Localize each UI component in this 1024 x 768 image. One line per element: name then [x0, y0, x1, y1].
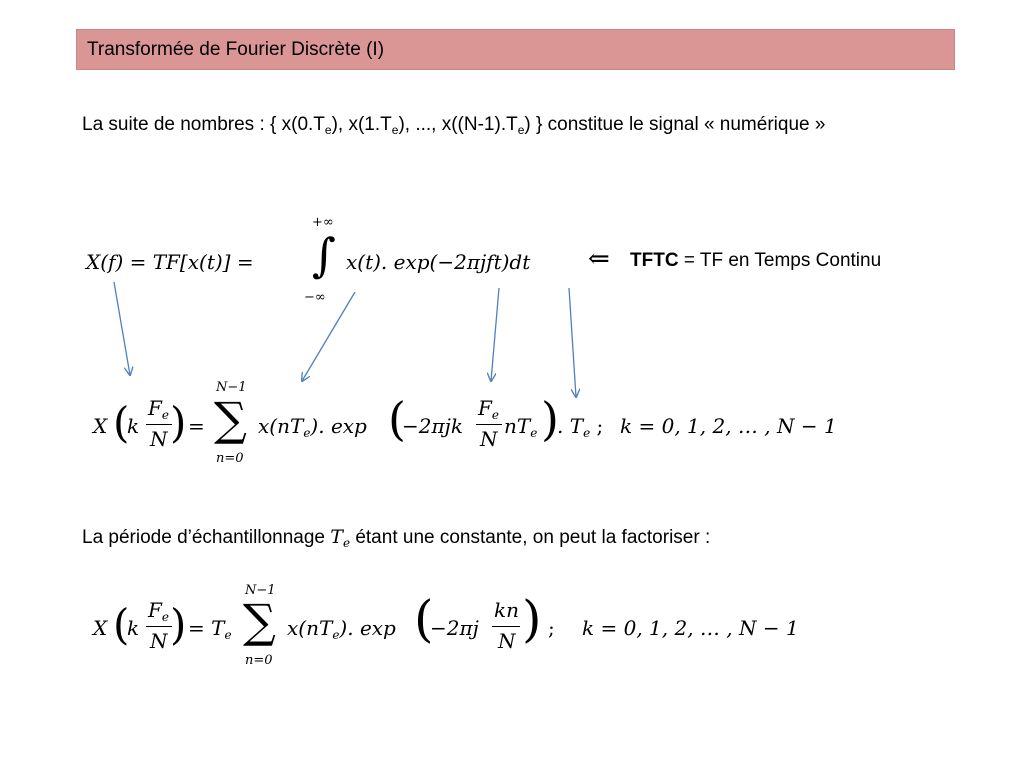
dft2-equals-sub: e	[224, 628, 232, 642]
dft1-tail-T: . T	[557, 414, 584, 438]
intro-suffix: ) } constitue le signal « numérique »	[524, 114, 826, 135]
integral-lower-limit: −∞	[304, 290, 326, 305]
dft2-exp-paren-open: (	[414, 590, 434, 648]
dft2-term-sub: e	[332, 628, 340, 642]
dft1-lhs-num-F: F	[148, 396, 162, 420]
dft2-lhs-fraction-bar	[146, 626, 172, 627]
intro-sub-2: e	[391, 123, 399, 137]
dft2-sum-upper: N−1	[245, 583, 276, 598]
factor-T-letter: T	[330, 526, 343, 548]
dft1-tail-semicolon: ;	[590, 414, 604, 438]
dft1-exp-num	[478, 396, 499, 420]
dft2-equals	[188, 616, 232, 640]
dft2-paren-close: )	[170, 600, 187, 649]
slide-title: Transformée de Fourier Discrète (I)	[87, 39, 385, 60]
dft1-sum-upper: N−1	[216, 380, 247, 395]
intro-mid-1: ), x(1.T	[331, 114, 392, 135]
dft1-lhs-fraction-bar	[146, 424, 172, 425]
dft1-exp-num-sub: e	[491, 408, 499, 422]
dft1-tail-sub: e	[583, 426, 591, 440]
intro-prefix: La suite de nombres : { x(0.T	[82, 114, 325, 135]
implies-arrow: ⇐	[588, 244, 610, 274]
dft1-term	[258, 414, 367, 438]
dft2-equals-text: = T	[188, 616, 225, 640]
factor-text-pre: La période d’échantillonnage	[82, 527, 331, 548]
dft2-exp-den: N	[498, 629, 516, 653]
dft1-tail	[557, 414, 603, 438]
dft1-term-b: ). exp	[310, 414, 367, 438]
dft1-lhs-num	[148, 396, 169, 420]
dft1-lhs-den: N	[150, 427, 168, 451]
dft2-term	[287, 616, 396, 640]
dft1-paren-open: (	[113, 398, 130, 447]
dft1-term-sub: e	[303, 426, 311, 440]
dft2-sum-lower: n=0	[245, 653, 273, 668]
intro-sub-3: e	[517, 123, 525, 137]
dft2-exp-fraction-bar	[492, 626, 520, 627]
dft1-term-a: x(nT	[258, 414, 304, 438]
arrow-f-to-k	[114, 282, 130, 375]
tftc-label-bold: TFTC	[630, 250, 679, 271]
dft1-equals: =	[188, 414, 205, 438]
dft2-semicolon: ;	[548, 616, 555, 640]
dft1-exp-paren-close: )	[541, 392, 559, 446]
arrow-integral-to-sum	[302, 292, 355, 381]
integral-upper-limit: +∞	[312, 215, 334, 230]
dft2-exp-pre: −2πj	[430, 616, 479, 640]
tftc-lhs: X(f) = TF[x(t)] =	[86, 250, 254, 274]
dft1-X: X	[93, 414, 108, 438]
dft1-exp-post-nT: nT	[504, 414, 531, 438]
dft2-sum-sign: ∑	[243, 594, 276, 648]
dft2-X: X	[93, 616, 108, 640]
dft1-exp-num-F: F	[478, 396, 492, 420]
dft1-sum-lower: n=0	[216, 451, 244, 466]
dft2-term-a: x(nT	[287, 616, 333, 640]
factor-T-sub: e	[342, 536, 351, 550]
dft1-lhs-num-sub: e	[161, 408, 169, 422]
intro-mid-2: ), ..., x((N-1).T	[398, 114, 518, 135]
factor-sentence	[82, 526, 710, 549]
dft1-sum-sign: ∑	[214, 392, 247, 446]
factor-text-post: étant une constante, on peut la factoriser :	[350, 527, 711, 548]
dft2-k-range: k = 0, 1, 2, … , N − 1	[582, 616, 799, 640]
dft2-k: k	[127, 616, 140, 640]
dft1-k-range: k = 0, 1, 2, … , N − 1	[620, 414, 837, 438]
dft1-exp-fraction-bar	[476, 424, 502, 425]
dft1-exp-pre: −2πjk	[402, 414, 463, 438]
dft1-exp-paren-open: (	[388, 392, 406, 446]
dft2-term-b: ). exp	[339, 616, 396, 640]
dft1-exp-post	[504, 414, 537, 438]
tftc-integrand: x(t). exp(−2πjft)dt	[346, 250, 531, 274]
dft1-exp-den: N	[480, 427, 498, 451]
factor-T	[330, 526, 350, 548]
dft2-paren-open: (	[113, 600, 130, 649]
dft2-exp-num: kn	[494, 598, 519, 622]
arrow-dt-to-te	[569, 288, 576, 397]
dft2-exp-paren-close: )	[522, 590, 542, 648]
dft2-lhs-num	[148, 598, 169, 622]
dft1-k: k	[127, 414, 140, 438]
arrow-t-to-nte	[491, 288, 499, 381]
intro-sub-1: e	[324, 123, 332, 137]
dft1-exp-post-sub: e	[530, 426, 538, 440]
dft2-lhs-den: N	[150, 629, 168, 653]
tftc-label-rest: = TF en Temps Continu	[678, 250, 882, 271]
dft2-lhs-num-F: F	[148, 598, 162, 622]
integral-sign: ∫	[312, 228, 336, 282]
dft2-lhs-num-sub: e	[161, 610, 169, 624]
dft1-paren-close: )	[170, 398, 187, 447]
